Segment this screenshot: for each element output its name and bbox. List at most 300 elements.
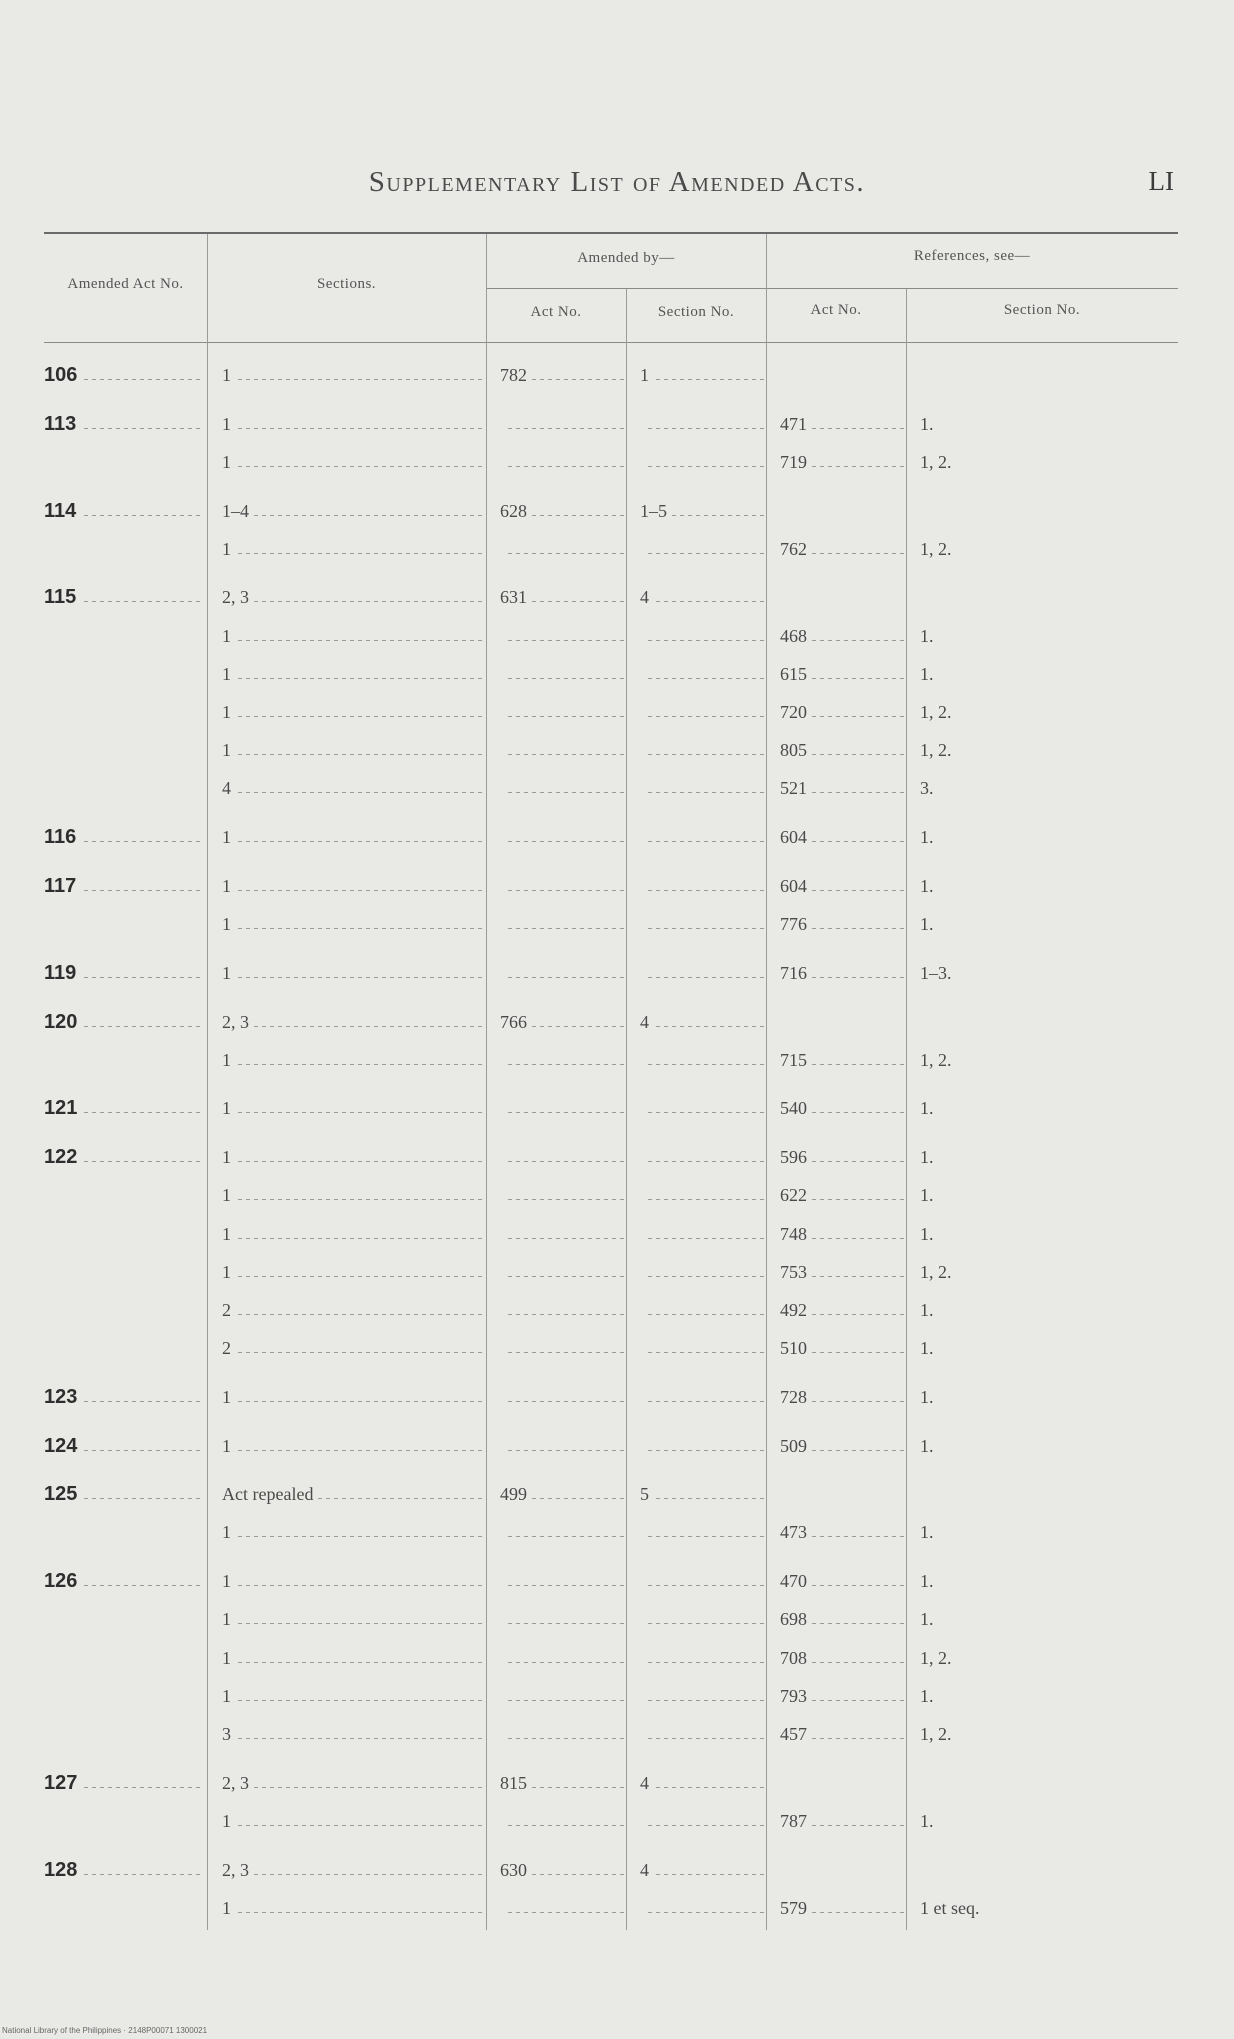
amended-act-no <box>44 822 204 852</box>
amended-act-no <box>44 697 204 727</box>
sections-cell-text: 1 <box>222 1147 236 1167</box>
amended-by-section-text <box>640 1648 645 1668</box>
reference-act-text <box>780 587 785 607</box>
sections-cell-text: 2, 3 <box>222 1773 254 1793</box>
amended-by-section-text: 1–5 <box>640 501 672 521</box>
sections-cell-text: 1 <box>222 1571 236 1591</box>
amended-act-no <box>44 1219 204 1249</box>
amended-by-section-text: 4 <box>640 1860 654 1880</box>
reference-section-text: 1. <box>920 414 939 434</box>
sections-cell-text: 1 <box>222 365 236 385</box>
reference-section-text: 3. <box>920 778 939 798</box>
amended-act-no-text <box>44 1522 49 1542</box>
amended-by-section <box>640 1517 764 1547</box>
reference-act <box>780 1719 904 1749</box>
reference-section <box>920 1517 1170 1547</box>
reference-act-text: 762 <box>780 539 812 559</box>
amended-by-section-text <box>640 1571 645 1591</box>
reference-act <box>780 871 904 901</box>
amended-act-no <box>44 582 204 612</box>
reference-act <box>780 958 904 988</box>
amended-by-act-text: 631 <box>500 587 532 607</box>
reference-act <box>780 1431 904 1461</box>
amended-by-section-text <box>640 1050 645 1070</box>
sections-cell-text: 1 <box>222 626 236 646</box>
reference-act-text: 728 <box>780 1387 812 1407</box>
amended-by-act-text <box>500 1185 505 1205</box>
amended-by-section <box>640 1295 764 1325</box>
sections-cell <box>222 1806 484 1836</box>
reference-section-text <box>920 1012 925 1032</box>
reference-act <box>780 447 904 477</box>
reference-section-text: 1. <box>920 1387 939 1407</box>
footer-note: National Library of the Philippines · 2148P00071 1300021 <box>2 2026 208 2035</box>
sections-cell <box>222 409 484 439</box>
amended-act-no-text <box>44 740 49 760</box>
amended-by-section <box>640 1257 764 1287</box>
amended-act-no-text: 116 <box>44 826 82 848</box>
amended-act-no-text: 128 <box>44 1859 83 1881</box>
amended-by-act-text <box>500 778 505 798</box>
amended-by-act <box>500 1604 624 1634</box>
reference-section <box>920 1681 1170 1711</box>
amended-act-no-text: 113 <box>44 413 82 435</box>
sections-cell-text: 1 <box>222 1185 236 1205</box>
header-ref-act: Act No. <box>810 302 862 318</box>
amended-by-section <box>640 621 764 651</box>
amended-by-section-text <box>640 1724 645 1744</box>
sections-cell <box>222 360 484 390</box>
amended-act-no <box>44 1180 204 1210</box>
sections-cell-text: 1 <box>222 1050 236 1070</box>
reference-section-text: 1 et seq. <box>920 1898 984 1918</box>
reference-section-text: 1–3. <box>920 963 957 983</box>
reference-section-text: 1. <box>920 626 939 646</box>
amended-by-act-text <box>500 1811 505 1831</box>
amended-by-act <box>500 1893 624 1923</box>
amended-act-no <box>44 360 204 390</box>
amended-by-act <box>500 1719 624 1749</box>
reference-act <box>780 1681 904 1711</box>
amended-by-section-text <box>640 1098 645 1118</box>
reference-act-text: 708 <box>780 1648 812 1668</box>
amended-act-no-text <box>44 1262 49 1282</box>
sections-cell-text: 3 <box>222 1724 236 1744</box>
reference-act-text <box>780 365 785 385</box>
amended-act-no-text <box>44 702 49 722</box>
reference-act <box>780 659 904 689</box>
reference-section <box>920 1719 1170 1749</box>
amended-by-section <box>640 447 764 477</box>
reference-section-text: 1. <box>920 914 939 934</box>
amended-by-act-text <box>500 1436 505 1456</box>
amended-by-act-text <box>500 452 505 472</box>
sections-cell <box>222 1855 484 1885</box>
sections-cell-text: 1 <box>222 740 236 760</box>
amended-act-no-text <box>44 1224 49 1244</box>
amended-act-no-text <box>44 1609 49 1629</box>
reference-act-text: 719 <box>780 452 812 472</box>
amended-act-no-text: 126 <box>44 1570 83 1592</box>
amended-by-section <box>640 1681 764 1711</box>
reference-section-text: 1, 2. <box>920 1724 957 1744</box>
sections-cell <box>222 1893 484 1923</box>
header-bottom-rule <box>44 342 1178 343</box>
amended-by-act-text <box>500 702 505 722</box>
running-title: Supplementary List of Amended Acts. <box>368 166 866 198</box>
amended-by-section <box>640 1855 764 1885</box>
amended-act-no <box>44 1431 204 1461</box>
reference-section-text: 1. <box>920 1609 939 1629</box>
amended-by-section <box>640 1806 764 1836</box>
sections-cell <box>222 1643 484 1673</box>
reference-act-text: 579 <box>780 1898 812 1918</box>
reference-act <box>780 1045 904 1075</box>
reference-section <box>920 1295 1170 1325</box>
amended-by-act-text <box>500 1224 505 1244</box>
amended-by-act <box>500 1431 624 1461</box>
reference-act-text <box>780 1773 785 1793</box>
sections-cell-text: 1 <box>222 1387 236 1407</box>
reference-act-text: 596 <box>780 1147 812 1167</box>
amended-by-section <box>640 958 764 988</box>
reference-section <box>920 496 1170 526</box>
reference-section <box>920 1431 1170 1461</box>
amended-by-section <box>640 871 764 901</box>
amended-act-no-text <box>44 1648 49 1668</box>
sections-cell <box>222 1719 484 1749</box>
amended-by-act <box>500 1295 624 1325</box>
amended-by-act-text: 499 <box>500 1484 532 1504</box>
sections-cell-text: 1 <box>222 1686 236 1706</box>
reference-section-text <box>920 1773 925 1793</box>
amended-act-no <box>44 909 204 939</box>
amended-by-section-text <box>640 1609 645 1629</box>
reference-section <box>920 1893 1170 1923</box>
amended-act-no-text: 106 <box>44 364 83 386</box>
sections-cell <box>222 621 484 651</box>
amended-act-no-text <box>44 1898 49 1918</box>
sections-cell <box>222 1257 484 1287</box>
amended-acts-table <box>44 232 1178 1932</box>
amended-by-act-text <box>500 1522 505 1542</box>
reference-section-text: 1. <box>920 1686 939 1706</box>
amended-act-no-text: 119 <box>44 962 82 984</box>
reference-section <box>920 1768 1170 1798</box>
amended-act-no <box>44 1007 204 1037</box>
amended-by-act <box>500 1219 624 1249</box>
sections-cell-text: 1 <box>222 1648 236 1668</box>
amended-by-act <box>500 1517 624 1547</box>
sections-cell-text: 1 <box>222 876 236 896</box>
header-amended-section: Section No. <box>657 304 735 320</box>
amended-by-act-text <box>500 1338 505 1358</box>
amended-act-no <box>44 1333 204 1363</box>
amended-by-section <box>640 1431 764 1461</box>
reference-act <box>780 1517 904 1547</box>
reference-section <box>920 360 1170 390</box>
amended-by-act <box>500 1806 624 1836</box>
sections-cell-text: 4 <box>222 778 236 798</box>
reference-section-text: 1. <box>920 1436 939 1456</box>
reference-section <box>920 1045 1170 1075</box>
reference-act <box>780 909 904 939</box>
reference-act-text: 510 <box>780 1338 812 1358</box>
amended-act-no <box>44 958 204 988</box>
amended-by-act-text <box>500 414 505 434</box>
reference-section-text: 1. <box>920 1147 939 1167</box>
sections-cell-text: 1 <box>222 414 236 434</box>
amended-by-section-text <box>640 539 645 559</box>
reference-act <box>780 1382 904 1412</box>
sections-cell <box>222 773 484 803</box>
amended-by-section <box>640 1566 764 1596</box>
sections-cell-text: 1–4 <box>222 501 254 521</box>
amended-act-no-text <box>44 1185 49 1205</box>
reference-act <box>780 1142 904 1172</box>
amended-act-no-text <box>44 1811 49 1831</box>
amended-by-act-text: 766 <box>500 1012 532 1032</box>
column-divider <box>207 234 208 1930</box>
amended-by-section <box>640 1479 764 1509</box>
reference-section <box>920 958 1170 988</box>
reference-section-text <box>920 365 925 385</box>
reference-section-text <box>920 1484 925 1504</box>
reference-section <box>920 1180 1170 1210</box>
sections-cell <box>222 958 484 988</box>
sections-cell-text: 1 <box>222 1436 236 1456</box>
amended-by-act-text <box>500 1724 505 1744</box>
reference-section-text: 1. <box>920 1098 939 1118</box>
reference-act <box>780 1768 904 1798</box>
reference-act <box>780 1643 904 1673</box>
reference-act <box>780 1806 904 1836</box>
sections-cell <box>222 697 484 727</box>
amended-by-act-text <box>500 1262 505 1282</box>
reference-section-text: 1. <box>920 827 939 847</box>
reference-act-text <box>780 1484 785 1504</box>
amended-by-act <box>500 871 624 901</box>
amended-by-section <box>640 1093 764 1123</box>
reference-act-text: 698 <box>780 1609 812 1629</box>
amended-act-no <box>44 871 204 901</box>
reference-act-text: 622 <box>780 1185 812 1205</box>
amended-by-section-text <box>640 414 645 434</box>
sections-cell-text: 1 <box>222 452 236 472</box>
amended-by-section <box>640 773 764 803</box>
amended-act-no <box>44 1045 204 1075</box>
reference-act-text: 748 <box>780 1224 812 1244</box>
amended-by-act <box>500 735 624 765</box>
header-amended-act-no: Amended Act No. <box>67 276 184 292</box>
amended-by-act-text: 630 <box>500 1860 532 1880</box>
amended-by-act <box>500 697 624 727</box>
amended-by-section-text <box>640 1436 645 1456</box>
reference-act <box>780 1566 904 1596</box>
amended-act-no-text <box>44 914 49 934</box>
sections-cell-text: 1 <box>222 702 236 722</box>
amended-by-section <box>640 735 764 765</box>
amended-by-section-text <box>640 1811 645 1831</box>
amended-act-no <box>44 1768 204 1798</box>
reference-act-text: 720 <box>780 702 812 722</box>
amended-by-act-text: 815 <box>500 1773 532 1793</box>
sections-cell-text: 1 <box>222 539 236 559</box>
amended-by-act <box>500 1643 624 1673</box>
sections-cell-text: 1 <box>222 1098 236 1118</box>
reference-act <box>780 360 904 390</box>
reference-act-text: 521 <box>780 778 812 798</box>
amended-by-act <box>500 360 624 390</box>
amended-by-section-text <box>640 1387 645 1407</box>
reference-section-text <box>920 501 925 521</box>
reference-section-text: 1. <box>920 1571 939 1591</box>
reference-section <box>920 1333 1170 1363</box>
reference-section-text: 1, 2. <box>920 740 957 760</box>
sections-cell-text: 1 <box>222 1609 236 1629</box>
reference-section <box>920 582 1170 612</box>
sections-cell-text: 1 <box>222 963 236 983</box>
reference-section <box>920 1093 1170 1123</box>
reference-act <box>780 621 904 651</box>
amended-by-act <box>500 1180 624 1210</box>
reference-section-text: 1, 2. <box>920 452 957 472</box>
reference-section <box>920 1257 1170 1287</box>
reference-section <box>920 1855 1170 1885</box>
amended-act-no <box>44 1295 204 1325</box>
amended-by-act <box>500 909 624 939</box>
reference-act <box>780 1333 904 1363</box>
amended-by-section <box>640 1219 764 1249</box>
amended-by-section-text: 1 <box>640 365 654 385</box>
reference-act-text: 715 <box>780 1050 812 1070</box>
amended-by-section-text: 4 <box>640 1012 654 1032</box>
amended-by-act-text <box>500 1300 505 1320</box>
amended-by-act <box>500 1479 624 1509</box>
amended-by-section <box>640 697 764 727</box>
amended-by-act <box>500 534 624 564</box>
reference-section-text: 1, 2. <box>920 702 957 722</box>
amended-by-act-text <box>500 1387 505 1407</box>
reference-act <box>780 1604 904 1634</box>
sections-cell <box>222 1093 484 1123</box>
amended-act-no-text <box>44 626 49 646</box>
amended-by-section <box>640 496 764 526</box>
amended-by-act-text <box>500 1147 505 1167</box>
amended-act-no <box>44 1257 204 1287</box>
reference-act-text: 468 <box>780 626 812 646</box>
reference-section <box>920 697 1170 727</box>
reference-act <box>780 496 904 526</box>
amended-by-act-text <box>500 963 505 983</box>
amended-act-no <box>44 1566 204 1596</box>
reference-act-text: 787 <box>780 1811 812 1831</box>
reference-section-text: 1. <box>920 1811 939 1831</box>
amended-by-act-text <box>500 827 505 847</box>
amended-by-section <box>640 659 764 689</box>
reference-section-text: 1. <box>920 876 939 896</box>
sections-cell <box>222 1295 484 1325</box>
amended-act-no-text: 122 <box>44 1146 83 1168</box>
amended-by-section <box>640 1893 764 1923</box>
sections-cell <box>222 1045 484 1075</box>
amended-act-no <box>44 621 204 651</box>
sections-cell <box>222 1007 484 1037</box>
column-divider <box>486 234 487 1930</box>
sections-cell <box>222 1479 484 1509</box>
amended-by-section-text <box>640 963 645 983</box>
amended-act-no-text: 121 <box>44 1097 83 1119</box>
reference-act-text: 604 <box>780 827 812 847</box>
amended-by-act <box>500 822 624 852</box>
amended-by-section-text <box>640 1262 645 1282</box>
amended-by-section <box>640 1768 764 1798</box>
amended-act-no-text <box>44 1724 49 1744</box>
reference-section-text: 1, 2. <box>920 1648 957 1668</box>
reference-act <box>780 1295 904 1325</box>
sections-cell-text: 2 <box>222 1338 236 1358</box>
amended-by-act-text: 782 <box>500 365 532 385</box>
page-number: LI <box>1148 166 1174 196</box>
amended-by-act <box>500 1257 624 1287</box>
amended-by-act <box>500 496 624 526</box>
amended-act-no-text: 114 <box>44 500 82 522</box>
amended-by-act <box>500 1382 624 1412</box>
amended-by-act <box>500 1566 624 1596</box>
reference-section <box>920 909 1170 939</box>
amended-by-section-text <box>640 914 645 934</box>
sections-cell <box>222 582 484 612</box>
reference-act <box>780 822 904 852</box>
reference-act-text: 473 <box>780 1522 812 1542</box>
amended-act-no <box>44 496 204 526</box>
amended-by-act-text <box>500 539 505 559</box>
header-amended-act: Act No. <box>530 304 582 320</box>
amended-by-act <box>500 1333 624 1363</box>
amended-act-no <box>44 1719 204 1749</box>
amended-by-act-text <box>500 876 505 896</box>
amended-act-no-text <box>44 778 49 798</box>
amended-act-no <box>44 1382 204 1412</box>
sections-cell <box>222 1768 484 1798</box>
amended-by-section-text <box>640 1898 645 1918</box>
sections-cell-text: 2, 3 <box>222 587 254 607</box>
sections-cell <box>222 1604 484 1634</box>
reference-section <box>920 1382 1170 1412</box>
reference-act <box>780 1219 904 1249</box>
amended-by-section-text <box>640 827 645 847</box>
reference-section <box>920 822 1170 852</box>
reference-section-text: 1. <box>920 1300 939 1320</box>
reference-act <box>780 1893 904 1923</box>
amended-by-act <box>500 958 624 988</box>
amended-by-act <box>500 582 624 612</box>
reference-act-text: 716 <box>780 963 812 983</box>
amended-by-section <box>640 1643 764 1673</box>
amended-act-no-text: 120 <box>44 1011 83 1033</box>
sections-cell <box>222 1517 484 1547</box>
reference-act-text <box>780 501 785 521</box>
sections-cell <box>222 659 484 689</box>
column-divider <box>626 289 627 1930</box>
sections-cell-text: 1 <box>222 914 236 934</box>
sections-cell-text: 1 <box>222 1262 236 1282</box>
sections-cell <box>222 871 484 901</box>
amended-act-no <box>44 659 204 689</box>
amended-by-section-text <box>640 1185 645 1205</box>
sections-cell <box>222 1681 484 1711</box>
reference-act-text <box>780 1860 785 1880</box>
